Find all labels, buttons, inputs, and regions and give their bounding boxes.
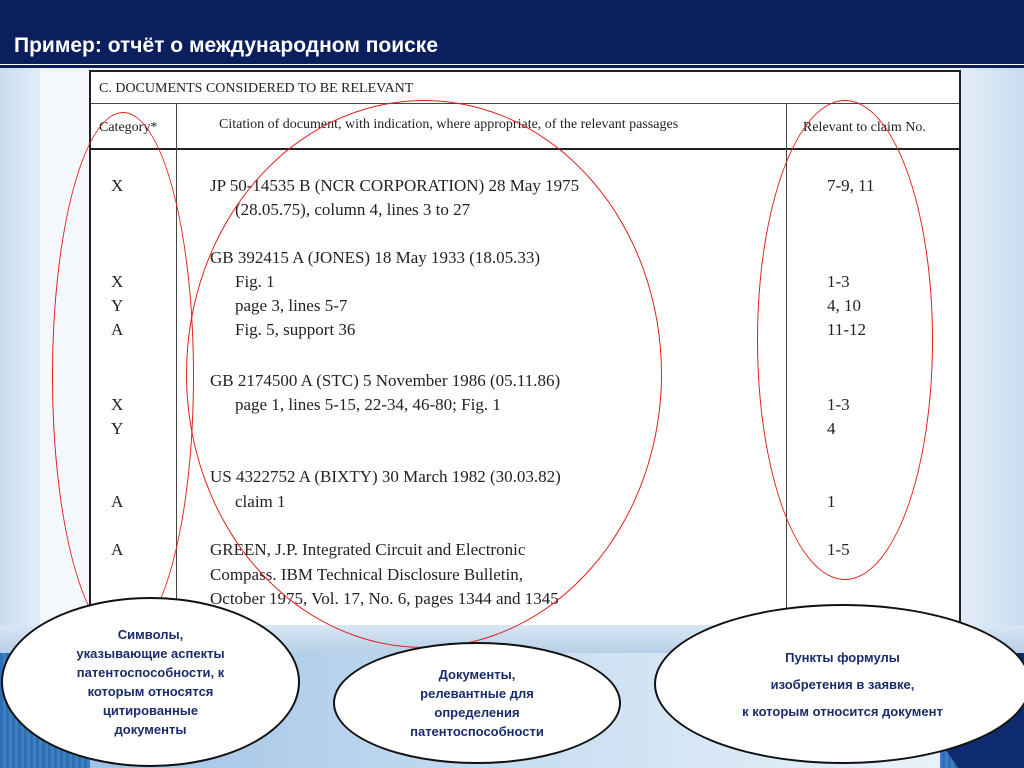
row-citation: JP 50-14535 B (NCR CORPORATION) 28 May 1975 — [210, 176, 580, 195]
slide-header — [0, 0, 1024, 64]
row-citation: page 1, lines 5-15, 22-34, 46-80; Fig. 1 — [235, 395, 501, 414]
row-citation: October 1975, Vol. 17, No. 6, pages 1344 and 1345 — [210, 589, 559, 608]
row-category: A — [111, 540, 124, 559]
row-citation: Compass. IBM Technical Disclosure Bulletin, — [210, 565, 523, 584]
callout-line: определения — [434, 705, 520, 720]
row-citation: GB 392415 A (JONES) 18 May 1933 (18.05.33) — [210, 248, 541, 267]
row-claims: 1-3 — [827, 395, 850, 414]
row-category: X — [111, 395, 124, 414]
row-claims: 11-12 — [827, 320, 867, 339]
callout-line: Символы, — [117, 627, 184, 642]
row-category: A — [111, 492, 124, 511]
callout-line: Документы, — [438, 667, 516, 682]
row-category: A — [111, 320, 124, 339]
row-category: Y — [111, 419, 124, 438]
row-category: X — [111, 176, 124, 195]
callout-line: к которым относится документ — [742, 703, 943, 719]
column-divider — [786, 104, 787, 627]
column-header-category: Category* — [99, 120, 158, 135]
search-report-document — [89, 70, 961, 625]
row-claims: 7-9, 11 — [827, 176, 875, 195]
callout-line: указывающие аспекты — [76, 646, 225, 661]
row-citation: page 3, lines 5-7 — [235, 296, 348, 315]
callout-line: изобретения в заявке, — [770, 676, 915, 692]
row-citation: Fig. 5, support 36 — [235, 320, 356, 339]
callout-line: которым относятся — [87, 684, 214, 699]
row-claims: 1 — [827, 492, 836, 511]
row-claims: 1-3 — [827, 272, 850, 291]
row-citation: claim 1 — [235, 492, 286, 511]
row-claims: 4 — [827, 419, 836, 438]
row-citation: GB 2174500 A (STC) 5 November 1986 (05.11.86) — [210, 371, 561, 390]
callout-line: документы — [114, 722, 187, 737]
section-header — [91, 72, 959, 104]
row-citation: US 4322752 A (BIXTY) 30 March 1982 (30.03.82) — [210, 467, 561, 486]
callout-line: Пункты формулы — [785, 649, 900, 665]
row-category: X — [111, 272, 124, 291]
header-divider — [0, 64, 1024, 68]
column-header-relevant: Relevant to claim No. — [803, 120, 926, 135]
callout-line: патентоспособности — [410, 724, 544, 739]
callout-line: цитированные — [102, 703, 199, 718]
column-header-citation: Citation of document, with indication, where appropriate, of the relevant passages — [219, 117, 679, 132]
row-category: Y — [111, 296, 124, 315]
section-label: C. DOCUMENTS CONSIDERED TO BE RELEVANT — [99, 81, 414, 96]
callout-category — [1, 597, 300, 767]
callout-claims — [654, 604, 1024, 764]
callout-line: патентоспособности, к — [76, 665, 225, 680]
row-claims: 4, 10 — [827, 296, 861, 315]
callout-line: релевантные для — [420, 686, 534, 701]
row-claims: 1-5 — [827, 540, 850, 559]
slide-title: Пример: отчёт о международном поиске — [14, 34, 438, 57]
row-citation: (28.05.75), column 4, lines 3 to 27 — [235, 200, 471, 219]
column-divider — [176, 104, 177, 627]
callout-citation — [333, 642, 621, 764]
row-citation: GREEN, J.P. Integrated Circuit and Electronic — [210, 540, 526, 559]
row-citation: Fig. 1 — [235, 272, 275, 291]
